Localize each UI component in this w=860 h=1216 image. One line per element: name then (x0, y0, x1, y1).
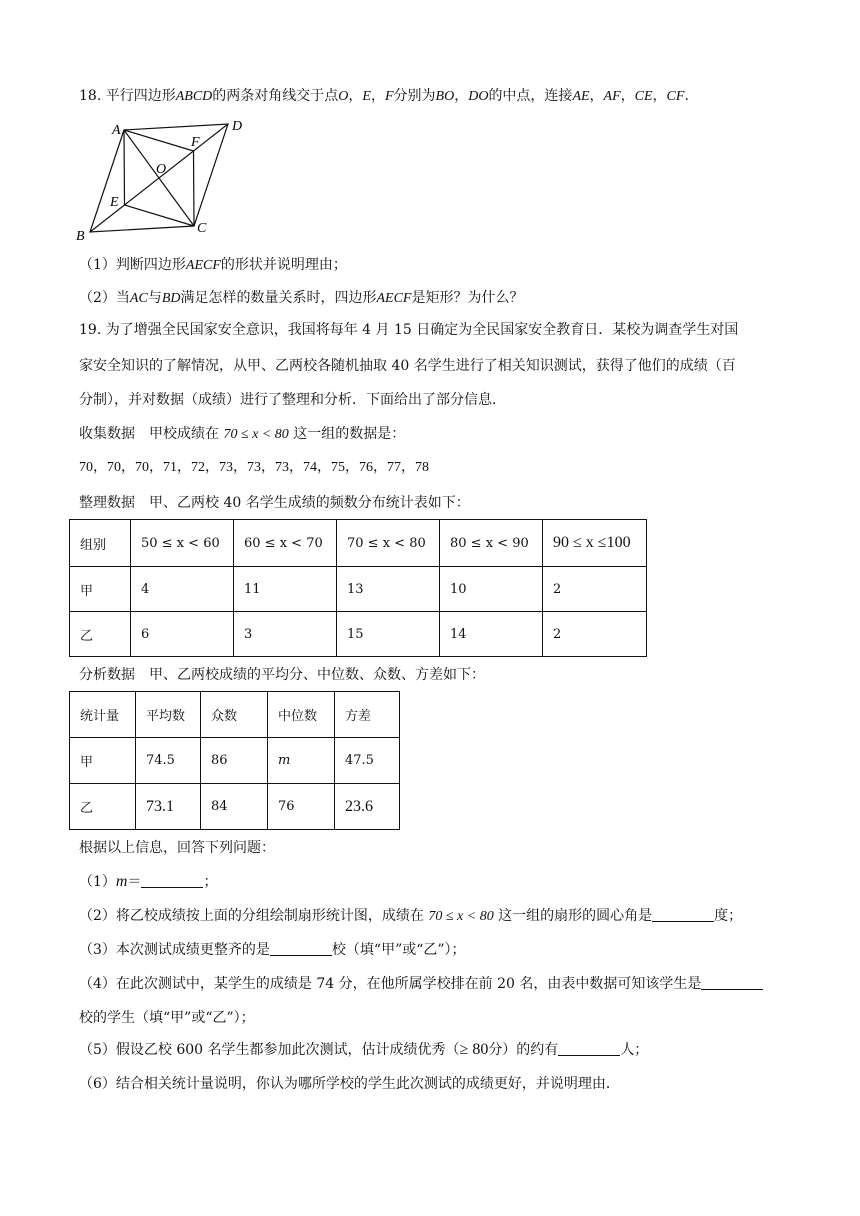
table-header-cell: 80 ≤ x < 90 (440, 520, 543, 567)
q19-intro-line3: 分制），并对数据（成绩）进行了整理和分析．下面给出了部分信息． (79, 392, 506, 408)
segment-ce (125, 205, 195, 226)
label-f: F (191, 135, 200, 150)
sub-text: ； (203, 874, 218, 890)
table-header-row (70, 520, 647, 567)
table-header-cell: 中位数 (268, 692, 335, 738)
table-header-cell: 方差 (335, 692, 400, 738)
organize-label: 整理数据 甲、乙两校 40 名学生成绩的频数分布统计表如下： (79, 495, 470, 511)
stem-var: BO (435, 89, 455, 104)
table-header-cell: 众数 (201, 692, 268, 738)
collect-data-line (79, 424, 405, 445)
segment-af (124, 130, 194, 151)
table-cell: 6 (131, 612, 234, 657)
q18-sub1 (79, 255, 347, 276)
sub-text: 分）的约有 (488, 1042, 559, 1058)
table-cell: 2 (543, 567, 647, 612)
label-e: E (110, 195, 119, 210)
stem-text: ， (348, 88, 363, 104)
q18-stem (79, 86, 689, 107)
table-cell: 13 (337, 567, 440, 612)
table-cell: 乙 (70, 612, 131, 657)
sub-text: （1） (79, 874, 116, 890)
stem-var: CF (666, 89, 685, 104)
q19-intro-line1: 19. 为了增强全民国家安全意识，我国将每年 4 月 15 日确定为全民国家安全教育日．某校为调查学生对国 (79, 322, 739, 338)
table-cell: 76 (268, 784, 335, 830)
label-o: O (156, 162, 167, 177)
segment-ae (124, 130, 125, 205)
collect-label: 收集数据 甲校成绩在 (79, 426, 224, 442)
sub-text: （2）当 (79, 290, 130, 306)
q19-intro-line2: 家安全知识的了解情况，从甲、乙两校各随机抽取 40 名学生进行了相关知识测试，获得了他们的成绩（百 (79, 358, 736, 374)
stem-text: 的两条对角线交于点 (212, 88, 339, 104)
table-header-cell: 组别 (70, 520, 131, 567)
analyze-label: 分析数据 甲、乙两校成绩的平均分、中位数、众数、方差如下： (79, 667, 485, 683)
q18-sub2 (79, 288, 523, 309)
stem-text: ， (652, 88, 667, 104)
sub-text: （1）判断四边形 (79, 257, 186, 273)
table-header-cell: 90 ≤ x ≤100 (543, 520, 647, 567)
table-cell: 3 (234, 612, 337, 657)
table-row (70, 784, 400, 830)
q18-number: 18. (79, 88, 102, 104)
q19-sub5 (79, 1040, 648, 1060)
sub-text: （2）将乙校成绩按上面的分组绘制扇形统计图，成绩在 (79, 908, 429, 924)
answer-blank[interactable] (270, 941, 332, 956)
table-cell: m (268, 738, 335, 784)
stem-text: ， (620, 88, 635, 104)
table-cell: 15 (337, 612, 440, 657)
stem-text: ， (454, 88, 469, 104)
label-a: A (112, 123, 121, 138)
sub-var: AECF (185, 258, 221, 273)
sub-var: BD (161, 291, 181, 306)
q19-sub1 (79, 872, 217, 892)
stem-text: ， (589, 88, 604, 104)
stem-text: 分别为 (393, 88, 436, 104)
stem-var: E (362, 89, 371, 104)
stem-var: DO (468, 89, 489, 104)
sub-text: 满足怎样的数量关系时，四边形 (180, 290, 377, 306)
table-cell: 47.5 (335, 738, 400, 784)
sub-text: 度； (714, 908, 743, 924)
q19-sub3 (79, 940, 466, 960)
frequency-table (69, 519, 647, 657)
table-cell: 73.1 (136, 784, 201, 830)
table-header-cell: 统计量 (70, 692, 136, 738)
sub-text: （4）在此次测试中，某学生的成绩是 74 分，在他所属学校排在前 20 名，由表中数据可知该学生是 (79, 976, 702, 992)
collect-values: 70，70，70，71，72，73，73，73，74，75，76，77，78 (79, 460, 429, 475)
table-cell: 4 (131, 567, 234, 612)
sub-text: 人； (620, 1042, 649, 1058)
sub-text: 与 (147, 290, 162, 306)
stem-var: CE (634, 89, 653, 104)
sub-text: （5）假设乙校 600 名学生都参加此次测试，估计成绩优秀（ (79, 1042, 460, 1058)
table-cell: 74.5 (136, 738, 201, 784)
table-cell: 84 (201, 784, 268, 830)
answer-intro: 根据以上信息，回答下列问题： (79, 840, 275, 856)
table-cell: 14 (440, 612, 543, 657)
table-row (70, 567, 647, 612)
table-header-cell: 60 ≤ x < 70 (234, 520, 337, 567)
stem-text: 的中点，连接 (488, 88, 573, 104)
sub-condition: ≥ 80 (459, 1041, 489, 1058)
table-cell: 23.6 (335, 784, 400, 830)
stem-text: . (684, 88, 689, 104)
answer-blank[interactable] (701, 975, 763, 990)
stem-text: ， (370, 88, 385, 104)
segment-cf (194, 151, 195, 226)
stem-text: 平行四边形 (105, 88, 176, 104)
label-c: C (197, 221, 207, 236)
table-cell: 甲 (70, 738, 136, 784)
sub-var: AC (129, 291, 148, 306)
sub-var: AECF (376, 291, 412, 306)
table-cell: 86 (201, 738, 268, 784)
table-cell: 2 (543, 612, 647, 657)
stem-var: AF (603, 89, 621, 104)
sub-range: 70 ≤ x < 80 (428, 909, 494, 924)
table-header-row (70, 692, 400, 738)
table-cell: 甲 (70, 567, 131, 612)
stem-var: O (338, 89, 349, 104)
parallelogram-figure (76, 116, 256, 244)
stem-var: F (384, 89, 394, 104)
table-header-cell: 70 ≤ x < 80 (337, 520, 440, 567)
collect-range: 70 ≤ x < 80 (223, 427, 289, 442)
stem-var: ABCD (175, 89, 213, 104)
table-cell: 10 (440, 567, 543, 612)
table-cell: 乙 (70, 784, 136, 830)
table-row (70, 738, 400, 784)
answer-blank[interactable] (652, 907, 714, 922)
sub-text: 的形状并说明理由； (220, 257, 347, 273)
statistics-table (69, 691, 400, 830)
q19-sub4-line2: 校的学生（填“甲”或“乙”）； (79, 1010, 255, 1026)
sub-text: 校（填“甲”或“乙”）； (331, 942, 466, 958)
label-d: D (232, 119, 243, 134)
answer-blank[interactable] (141, 873, 203, 888)
table-cell: 11 (234, 567, 337, 612)
table-row (70, 612, 647, 657)
table-header-cell: 平均数 (136, 692, 201, 738)
sub-text: 是矩形？为什么？ (411, 290, 524, 306)
sub-text: （3）本次测试成绩更整齐的是 (79, 942, 270, 958)
sub-text: ＝ (127, 874, 142, 890)
sub-var: m (115, 873, 128, 890)
q19-sub6: （6）结合相关统计量说明，你认为哪所学校的学生此次测试的成绩更好，并说明理由． (79, 1076, 620, 1092)
q19-sub2 (79, 906, 742, 927)
table-header-cell: 50 ≤ x < 60 (131, 520, 234, 567)
q19-sub4-line1 (79, 974, 763, 994)
label-b: B (76, 229, 85, 244)
sub-text: 这一组的扇形的圆心角是 (493, 908, 653, 924)
collect-tail: 这一组的数据是： (288, 426, 406, 442)
stem-var: AE (572, 89, 590, 104)
answer-blank[interactable] (558, 1041, 620, 1056)
